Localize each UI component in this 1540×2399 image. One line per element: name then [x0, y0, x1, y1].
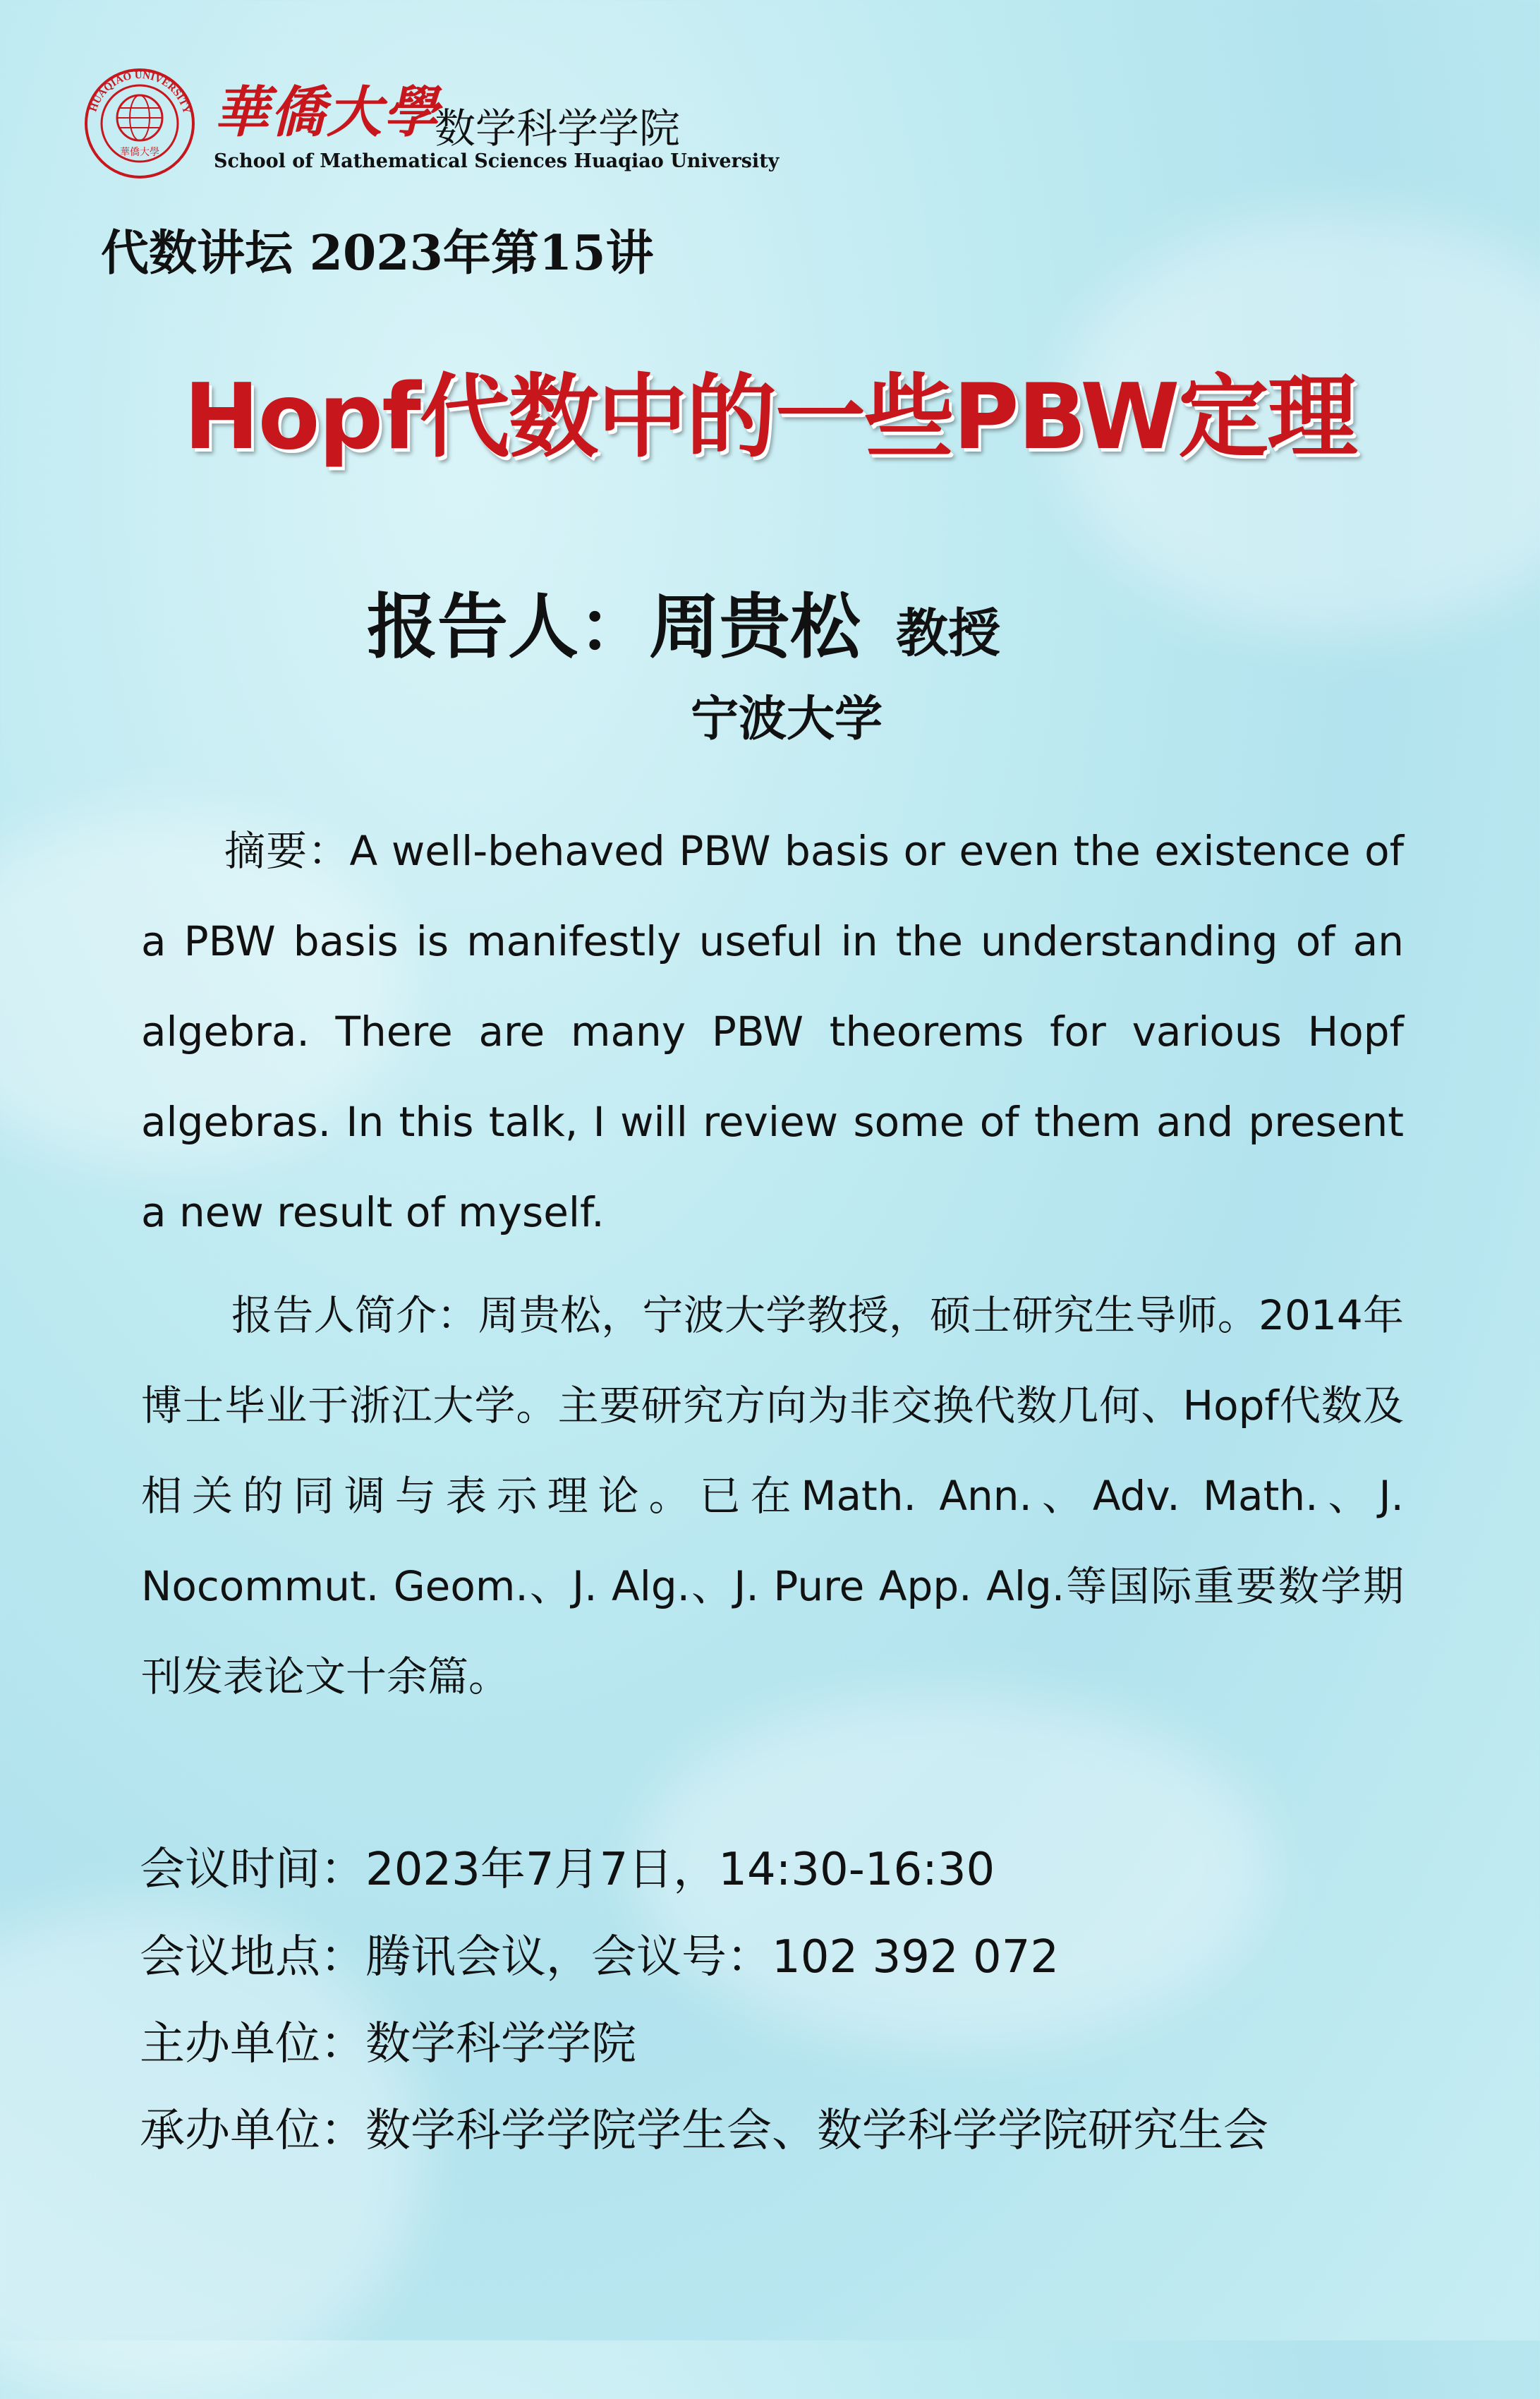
speaker-name: 报告人：周贵松 — [367, 586, 861, 668]
host-unit: 主办单位：数学科学学院 — [140, 2018, 636, 2070]
abstract-paragraph: 摘要：A well-behaved PBW basis or even the existence of a PBW basis is manifestly useful in the understanding of an algebra. There are many PBW theorems for various Hopf algebras. In this talk, I will review some of them and present a new result of myself. — [141, 827, 1404, 1236]
university-header — [83, 67, 780, 187]
lecture-title: Hopf代数中的一些PBW定理 — [183, 365, 1357, 470]
university-name: 華僑大學 — [214, 80, 440, 145]
speaker-affiliation: 宁波大学 — [690, 691, 883, 747]
organizer-unit: 承办单位：数学科学学院学生会、数学科学学院研究生会 — [140, 2105, 1268, 2157]
bio-paragraph: 报告人简介：周贵松，宁波大学教授，硕士研究生导师。2014年博士毕业于浙江大学。主要研究方向为非交换代数几何、Hopf代数及相关的同调与表示理论。已在Math. Ann.、Adv. Math.、J. Nocommut. Geom.、J. Alg.、J. Pure App. Alg.等国际重要数学期刊发表论文十余篇。 — [141, 1291, 1404, 1700]
school-name-en: School of Mathematical Sciences Huaqiao University — [214, 150, 780, 172]
logo-ring-text: HUAQIAO UNIVERSITY — [87, 69, 193, 115]
speaker-rank: 教授 — [896, 603, 1000, 664]
logo-inner-text: 華僑大學 — [120, 147, 159, 158]
lecture-series: 代数讲坛 2023年第15讲 — [101, 225, 654, 282]
school-name-cn: 数学科学学院 — [435, 104, 681, 152]
meeting-time: 会议时间：2023年7月7日，14:30-16:30 — [140, 1844, 995, 1896]
speaker-line — [367, 570, 1000, 672]
meeting-place: 会议地点：腾讯会议，会议号：102 392 072 — [140, 1931, 1060, 1983]
university-logo-icon — [83, 67, 196, 180]
